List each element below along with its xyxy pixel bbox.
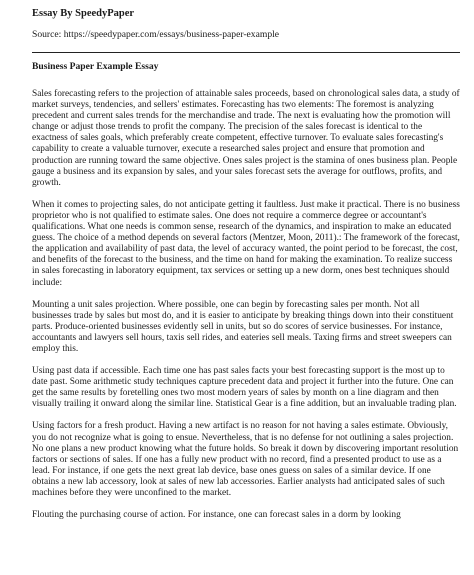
paragraph: Using factors for a fresh product. Having a new artifact is no reason for not having a sales estimate. Obviously, you do not recognize what is going to ensue. Nevertheless, that is no defense for not outlining a sales projection. No one plans a new product knowing what the future holds. So break it down by discovering important resolution factors or sections of sales. If one has a fully new product with no record, find a presented product to use as a lead. For instance, if one gets the next great lab device, base ones guess on sales of a similar device. If one obtains a new lab accessory, look at sales of new lab accessories. Earlier analysts had anticipated sales of such machines before they were unconfined to the market.: [32, 421, 459, 498]
paragraph: When it comes to projecting sales, do not anticipate getting it faultless. Just make it practical. There is no business proprietor who is not qualified to estimate sales. One does not require a commerce degree or accountant's qualifications. What one needs is common sense, research of the dynamics, and inspiration to make an educated guess. The choice of a method depends on several factors (Mentzer, Moon, 2011).: The framework of the forecast, the application and availability of past data, the level of accuracy wanted, the point period to be forecast, the cost, and benefits of the forecast to the business, and the time on hand for making the examination. To realize success in sales forecasting in laboratory equipment, tax services or setting up a new dorm, ones best techniques should include:: [32, 199, 460, 288]
paragraph: Sales forecasting refers to the projection of attainable sales proceeds, based on chronological sales data, a study of market surveys, tendencies, and sellers' estimates. Forecasting has two elements: The foremost is analyzing precedent and current sales trends for the merchandise and trade. The next is evaluating how the promotion will change or adjust those trends to profit the company. The precision of the sales forecast is identical to the exactness of sales goals, which preferably create competent, effective turnover. To evaluate sales forecasting's capability to create a valuable turnover, execute a researched sales project and ensure that promotion and production are running toward the same objective. Ones sales project is the stamina of ones business plan. People gauge a business and its expansion by sales, and your sales forecast sets the average for outflows, profits, and growth.: [32, 89, 460, 188]
paragraph: Flouting the purchasing course of action. For instance, one can forecast sales in a dorm by looking: [32, 510, 401, 521]
header-divider: [32, 52, 460, 53]
paragraph: Mounting a unit sales projection. Where possible, one can begin by forecasting sales per month. Not all businesses trade by sales but most do, and it is easier to anticipate by breaking things down into their constituent parts. Produce-oriented businesses evidently sell in units, but so do scores of service businesses. For instance, accountants and lawyers sell hours, taxis sell rides, and eateries sell meals. Taxing firms and street sweepers can employ this.: [32, 299, 454, 354]
document-header-title: Essay By SpeedyPaper: [32, 8, 135, 19]
paragraph: Using past data if accessible. Each time one has past sales facts your best forecasting support is the most up to date past. Some arithmetic study techniques capture precedent data and project it further into the future. One can get the same results by foretelling ones two most modern years of sales by month on a line diagram and then visually trailing it onward along the similar line. Statistical Gear is a fine addition, but an invaluable trading plan.: [32, 366, 457, 410]
essay-body: [32, 89, 460, 521]
essay-title: Business Paper Example Essay: [32, 61, 159, 72]
source-line: Source: https://speedypaper.com/essays/business-paper-example: [32, 29, 280, 40]
